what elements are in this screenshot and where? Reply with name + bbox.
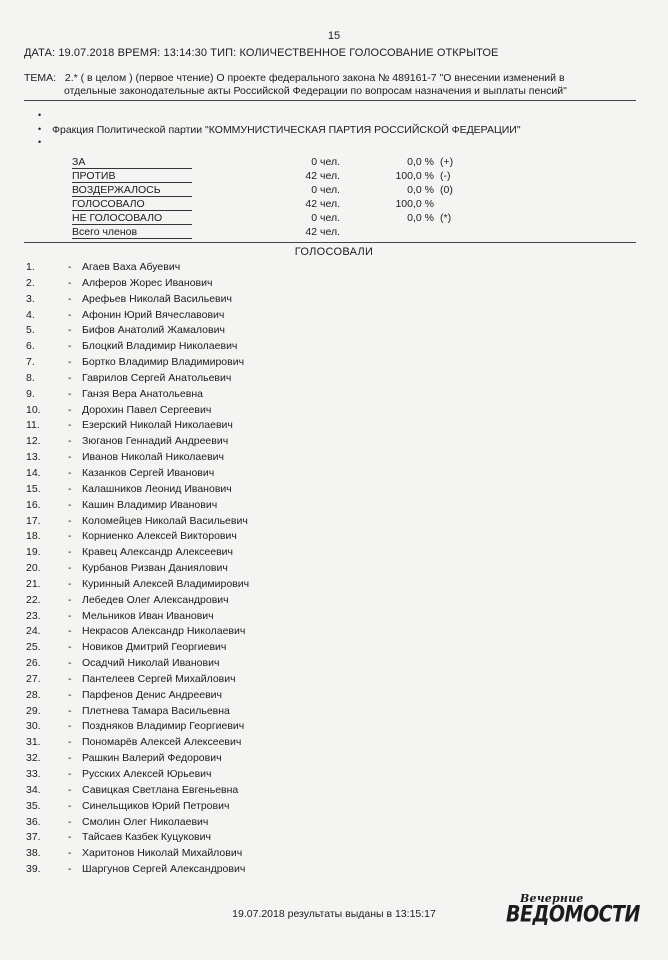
topic-text-1: 2.* ( в целом ) (первое чтение) О проекте федерального закона № 489161-7 "О внесении изменений в — [64, 72, 565, 84]
voter-name: Синельщиков Юрий Петрович — [82, 799, 230, 812]
stat-pct: 0,0 % — [407, 212, 434, 224]
voter-number: 18. — [26, 530, 41, 543]
stat-count: 42 чел. — [305, 170, 340, 182]
voter-name: Дорохин Павел Сергеевич — [82, 403, 212, 416]
voter-name: Шаргунов Сергей Александрович — [82, 863, 246, 876]
voter-number: 30. — [26, 720, 41, 733]
topic-line-1 — [24, 72, 644, 85]
topic-label: ТЕМА: — [24, 72, 57, 84]
voter-dash: - — [68, 340, 72, 353]
voter-dash: - — [68, 403, 72, 416]
voter-dash: - — [68, 387, 72, 400]
voter-number: 22. — [26, 593, 41, 606]
voter-name: Калашников Леонид Иванович — [82, 482, 232, 495]
voter-dash: - — [68, 482, 72, 495]
voter-number: 11. — [26, 419, 40, 432]
voter-number: 34. — [26, 783, 41, 796]
voter-number: 38. — [26, 847, 41, 860]
stat-sym: (+) — [440, 156, 454, 168]
voter-number: 6. — [26, 340, 35, 353]
type-label: ТИП: — [210, 47, 237, 59]
stat-sym: (*) — [440, 212, 452, 224]
voter-dash: - — [68, 657, 72, 670]
stat-pct: 0,0 % — [407, 184, 434, 196]
voter-number: 33. — [26, 768, 41, 780]
stat-label: ЗА — [72, 156, 192, 169]
stat-count: 42 чел. — [305, 226, 340, 238]
voter-number: 24. — [26, 625, 41, 638]
stat-label: ВОЗДЕРЖАЛОСЬ — [72, 184, 192, 197]
voter-number: 7. — [26, 356, 35, 369]
voter-dash: - — [68, 672, 72, 685]
voter-name: Бифов Анатолий Жамалович — [82, 324, 225, 337]
voter-number: 5. — [26, 324, 35, 337]
voter-dash: - — [68, 752, 72, 765]
voter-dash: - — [68, 704, 72, 717]
voter-number: 12. — [26, 435, 41, 448]
divider-stats — [24, 242, 636, 243]
voter-name: Тайсаев Казбек Куцукович — [82, 831, 211, 844]
voter-number: 37. — [26, 831, 41, 844]
voter-number: 2. — [26, 276, 35, 289]
voter-name: Поздняков Владимир Георгиевич — [82, 720, 245, 733]
voter-dash: - — [68, 815, 72, 828]
divider-top — [24, 100, 636, 101]
voter-dash: - — [68, 514, 72, 527]
voter-name: Новиков Дмитрий Георгиевич — [82, 641, 227, 654]
voter-name: Курбанов Ризван Даниялович — [82, 562, 228, 575]
voter-name: Смолин Олег Николаевич — [82, 815, 209, 828]
stat-label: ПРОТИВ — [72, 170, 192, 183]
logo-line-2: ВЕДОМОСТИ — [506, 902, 640, 928]
voter-dash: - — [68, 451, 72, 464]
voter-dash: - — [68, 609, 72, 622]
voter-number: 16. — [26, 498, 41, 511]
voter-dash: - — [68, 768, 72, 780]
stat-label: Всего членов — [72, 226, 192, 239]
vedomosti-logo — [506, 892, 640, 928]
time-value: 13:14:30 — [163, 47, 208, 59]
voter-number: 3. — [26, 292, 35, 305]
voter-dash: - — [68, 308, 72, 321]
voter-dash: - — [68, 261, 72, 273]
logo-line-1: Вечерние — [520, 892, 584, 905]
voter-dash: - — [68, 356, 72, 369]
stat-count: 0 чел. — [311, 212, 340, 224]
voter-dash: - — [68, 371, 72, 384]
voter-name: Корниенко Алексей Викторович — [82, 530, 237, 543]
voter-number: 39. — [26, 863, 41, 876]
voter-number: 28. — [26, 688, 41, 701]
voter-number: 19. — [26, 546, 41, 559]
stat-label: ГОЛОСОВАЛО — [72, 198, 192, 211]
voter-dash: - — [68, 847, 72, 860]
voter-number: 35. — [26, 799, 41, 812]
voter-name: Русских Алексей Юрьевич — [82, 768, 212, 780]
voter-name: Кашин Владимир Иванович — [82, 498, 218, 511]
voter-name: Некрасов Александр Николаевич — [82, 625, 246, 638]
voter-number: 21. — [26, 577, 41, 590]
voter-name: Арефьев Николай Васильевич — [82, 292, 232, 305]
voter-dash: - — [68, 466, 72, 479]
voter-name: Алферов Жорес Иванович — [82, 276, 213, 289]
vote-header — [24, 47, 499, 59]
voter-number: 1. — [26, 261, 35, 273]
voter-dash: - — [68, 641, 72, 654]
stat-sym: (0) — [440, 184, 453, 196]
stat-pct: 100,0 % — [395, 170, 434, 182]
voter-dash: - — [68, 577, 72, 590]
voter-dash: - — [68, 799, 72, 812]
voter-dash: - — [68, 530, 72, 543]
voter-number: 26. — [26, 657, 41, 670]
voter-name: Агаев Ваха Абуевич — [82, 261, 181, 273]
date-value: 19.07.2018 — [58, 47, 115, 59]
vote-topic — [24, 72, 644, 98]
stat-label: НЕ ГОЛОСОВАЛО — [72, 212, 192, 225]
voter-number: 8. — [26, 371, 35, 384]
voter-name: Езерский Николай Николаевич — [82, 419, 233, 432]
voter-name: Бортко Владимир Владимирович — [82, 356, 245, 369]
voter-dash: - — [68, 276, 72, 289]
stat-sym: (-) — [440, 170, 451, 182]
voter-dash: - — [68, 831, 72, 844]
voter-name: Харитонов Николай Михайлович — [82, 847, 243, 860]
voter-number: 36. — [26, 815, 41, 828]
voter-dash: - — [68, 688, 72, 701]
voter-name: Савицкая Светлана Евгеньевна — [82, 783, 239, 796]
voter-number: 29. — [26, 704, 41, 717]
voter-name: Афонин Юрий Вячеславович — [82, 308, 225, 321]
voter-name: Осадчий Николай Иванович — [82, 657, 220, 670]
voter-name: Блоцкий Владимир Николаевич — [82, 340, 238, 353]
stat-pct: 100,0 % — [395, 198, 434, 210]
type-value: КОЛИЧЕСТВЕННОЕ ГОЛОСОВАНИЕ ОТКРЫТОЕ — [239, 47, 499, 59]
voter-number: 27. — [26, 672, 41, 685]
voter-dash: - — [68, 292, 72, 305]
voter-number: 13. — [26, 451, 41, 464]
stat-count: 0 чел. — [311, 184, 340, 196]
voter-name: Рашкин Валерий Федорович — [82, 752, 222, 765]
section-title: ГОЛОСОВАЛИ — [294, 246, 374, 258]
voter-dash: - — [68, 419, 72, 432]
voter-dash: - — [68, 783, 72, 796]
topic-line-2: отдельные законодательные акты Российской Федерации по вопросам назначения и выплаты пенсий" — [64, 85, 567, 97]
stat-count: 42 чел. — [305, 198, 340, 210]
voter-name: Мельников Иван Иванович — [82, 609, 214, 622]
voter-name: Пономарёв Алексей Алексеевич — [82, 736, 242, 749]
voter-name: Лебедев Олег Александрович — [82, 593, 229, 606]
voter-name: Плетнева Тамара Васильевна — [82, 704, 230, 717]
footer-timestamp: 19.07.2018 результаты выданы в 13:15:17 — [232, 908, 436, 920]
bullet-3: • — [38, 137, 42, 147]
voter-dash: - — [68, 324, 72, 337]
time-label: ВРЕМЯ: — [117, 47, 161, 59]
voter-dash: - — [68, 736, 72, 749]
voter-number: 23. — [26, 609, 41, 622]
stat-count: 0 чел. — [311, 156, 340, 168]
voter-dash: - — [68, 625, 72, 638]
voter-name: Кравец Александр Алексеевич — [82, 546, 234, 559]
voter-number: 17. — [26, 514, 41, 527]
voter-dash: - — [68, 562, 72, 575]
voter-number: 10. — [26, 403, 41, 416]
faction-title: Фракция Политической партии "КОММУНИСТИЧЕСКАЯ ПАРТИЯ РОССИЙСКОЙ ФЕДЕРАЦИИ" — [52, 124, 521, 136]
voter-name: Парфенов Денис Андреевич — [82, 688, 222, 701]
voter-dash: - — [68, 593, 72, 606]
voter-name: Ганзя Вера Анатольевна — [82, 387, 203, 400]
voter-dash: - — [68, 863, 72, 876]
voter-dash: - — [68, 546, 72, 559]
voter-number: 14. — [26, 466, 41, 479]
voter-number: 20. — [26, 562, 41, 575]
voter-name: Зюганов Геннадий Андреевич — [82, 435, 229, 448]
voter-dash: - — [68, 720, 72, 733]
voter-number: 25. — [26, 641, 41, 654]
voter-number: 32. — [26, 752, 41, 765]
voter-number: 15. — [26, 482, 41, 495]
page-number: 15 — [327, 30, 341, 42]
voter-name: Пантелеев Сергей Михайлович — [82, 672, 236, 685]
stat-pct: 0,0 % — [407, 156, 434, 168]
voter-name: Казанков Сергей Иванович — [82, 466, 215, 479]
voter-name: Гаврилов Сергей Анатольевич — [82, 371, 232, 384]
voter-number: 4. — [26, 308, 35, 321]
voter-dash: - — [68, 435, 72, 448]
voter-name: Коломейцев Николай Васильевич — [82, 514, 248, 527]
bullet-1: • — [38, 110, 42, 120]
voter-name: Иванов Николай Николаевич — [82, 451, 224, 464]
voter-name: Куринный Алексей Владимирович — [82, 577, 250, 590]
date-label: ДАТА: — [24, 47, 56, 59]
bullet-2: • — [38, 124, 42, 134]
voter-dash: - — [68, 498, 72, 511]
voter-number: 31. — [26, 736, 41, 749]
voter-number: 9. — [26, 387, 35, 400]
